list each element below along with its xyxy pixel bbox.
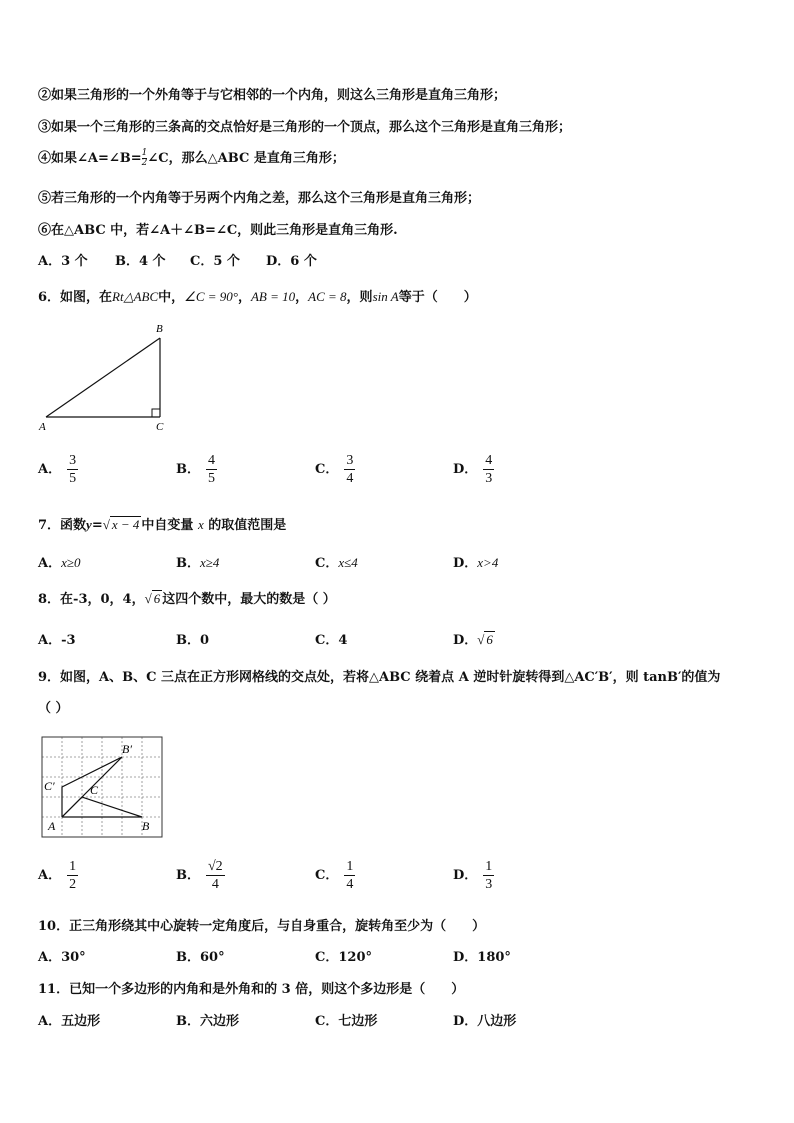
- option-fraction: [67, 858, 78, 893]
- q5-option-b[interactable]: B．4 个: [115, 254, 166, 269]
- q7-stem-text: 7．函数: [38, 518, 87, 533]
- q7-stem-text: 中自变量: [141, 518, 194, 533]
- fraction-numerator: 4: [208, 453, 215, 468]
- q7-option-d[interactable]: [453, 552, 498, 571]
- fraction-numerator: 1: [69, 859, 77, 874]
- fraction-denominator: 2: [141, 158, 148, 168]
- option-radical: √ 6: [477, 632, 493, 647]
- fraction-denominator: 3: [485, 877, 493, 892]
- q6-stem-text: ，: [237, 290, 251, 305]
- option-letter: C．: [315, 868, 339, 883]
- option-fraction: [483, 858, 494, 893]
- q7-var-x: x: [197, 517, 204, 532]
- q8-option-a[interactable]: A．-3: [38, 633, 76, 648]
- q9-label-a: A: [48, 819, 56, 833]
- fraction-denominator: 2: [69, 877, 77, 892]
- fraction-numerator: √2: [208, 859, 223, 874]
- option-letter: D．: [453, 868, 478, 883]
- q10-option-c[interactable]: C．120°: [315, 950, 372, 965]
- option-value: x≥0: [61, 555, 81, 570]
- q8-stem-text: 8．在-3，0，4，: [38, 592, 145, 607]
- q8-option-b[interactable]: B．0: [176, 633, 210, 648]
- option-letter: C．: [315, 556, 339, 571]
- fraction-numerator: 4: [485, 453, 493, 468]
- q5-item-6: ⑥在△ABC 中，若∠A＋∠B=∠C，则此三角形是直角三角形.: [38, 223, 398, 238]
- q8-option-d[interactable]: [453, 629, 495, 648]
- option-radicand: 6: [486, 632, 493, 647]
- q9-stem-line2: （ ）: [38, 701, 69, 716]
- q6-label-a: A: [39, 421, 46, 433]
- q7-equals: =: [91, 518, 103, 533]
- option-letter: D．: [453, 556, 478, 571]
- q6-option-b[interactable]: [176, 452, 217, 487]
- q5-item-5: ⑤若三角形的一个内角等于另两个内角之差，那么这个三角形是直角三角形；: [38, 191, 481, 206]
- q8-stem: [38, 588, 336, 607]
- option-fraction: [67, 452, 78, 487]
- q10-option-d[interactable]: D．180°: [453, 950, 511, 965]
- option-letter: D．: [453, 462, 478, 477]
- q9-grid-figure: [38, 733, 164, 839]
- q7-stem: [38, 514, 286, 533]
- q9-option-b[interactable]: [176, 858, 225, 893]
- q5-item-2: ②如果三角形的一个外角等于与它相邻的一个内角，则这么三角形是直角三角形；: [38, 88, 507, 103]
- q8-option-c[interactable]: C．4: [315, 633, 348, 648]
- q6-stem-text: ，则: [346, 290, 373, 305]
- option-letter: A．: [38, 556, 62, 571]
- q6-ab-length: AB = 10: [250, 289, 296, 304]
- q7-option-b[interactable]: [176, 552, 219, 571]
- q11-option-c[interactable]: C．七边形: [315, 1014, 378, 1029]
- q9-label-b: B: [142, 819, 150, 833]
- q9-label-c: C: [90, 783, 99, 797]
- q6-label-b: B: [156, 323, 163, 335]
- q7-radical: √ x − 4: [102, 517, 140, 532]
- q6-stem-text: 等于（ ）: [398, 290, 477, 305]
- option-fraction: [344, 452, 355, 487]
- fraction-denominator: 4: [346, 877, 354, 892]
- fraction-numerator: 1: [485, 859, 493, 874]
- q9-option-d[interactable]: [453, 858, 494, 893]
- option-letter: A．: [38, 462, 62, 477]
- option-letter: B．: [176, 868, 200, 883]
- q10-option-b[interactable]: B．60°: [176, 950, 225, 965]
- q8-radicand: 6: [153, 591, 161, 606]
- q7-option-a[interactable]: [38, 552, 81, 571]
- q6-triangle-figure: [34, 320, 174, 436]
- q6-option-a[interactable]: [38, 452, 78, 487]
- q9-option-a[interactable]: [38, 858, 78, 893]
- q10-stem: 10．正三角形绕其中心旋转一定角度后，与自身重合，旋转角至少为（ ）: [38, 919, 486, 934]
- q7-stem-text: 的取值范围是: [208, 518, 287, 533]
- fraction-denominator: 5: [208, 471, 215, 486]
- option-letter: C．: [315, 462, 339, 477]
- q11-stem: 11．已知一个多边形的内角和是外角和的 3 倍，则这个多边形是（ ）: [38, 982, 465, 997]
- q11-option-a[interactable]: A．五边形: [38, 1014, 101, 1029]
- q5-option-c[interactable]: C．5 个: [190, 254, 240, 269]
- q6-stem-text: 中，: [158, 290, 185, 305]
- fraction-numerator: 3: [346, 453, 354, 468]
- option-fraction: [344, 858, 355, 893]
- q6-stem-text: 6．如图，在: [38, 290, 113, 305]
- q6-triangle-name: Rt△ABC: [112, 289, 159, 304]
- q7-var-y: y: [86, 517, 92, 532]
- option-letter: B．: [176, 556, 200, 571]
- q6-stem-text: ，: [295, 290, 309, 305]
- q10-option-a[interactable]: A．30°: [38, 950, 86, 965]
- q7-radicand: x − 4: [111, 517, 140, 532]
- option-letter: B．: [176, 462, 200, 477]
- q6-option-c[interactable]: [315, 452, 355, 487]
- q8-stem-text: 这四个数中，最大的数是（ ）: [162, 592, 336, 607]
- q7-option-c[interactable]: [315, 552, 358, 571]
- q8-radical: √ 6: [144, 591, 161, 606]
- q5-item-4-b: ∠C，那么△ABC 是直角三角形；: [147, 151, 345, 166]
- fraction-denominator: 4: [346, 471, 354, 486]
- q5-option-a[interactable]: A．3 个: [38, 254, 88, 269]
- q6-option-d[interactable]: [453, 452, 494, 487]
- q6-angle-c: ∠C = 90°: [184, 289, 238, 304]
- q6-stem: [38, 286, 477, 305]
- fraction-numerator: 3: [69, 453, 77, 468]
- fraction-denominator: 4: [211, 877, 219, 892]
- option-value: x≥4: [200, 555, 220, 570]
- option-value: x>4: [477, 555, 499, 570]
- fraction-denominator: 5: [69, 471, 77, 486]
- q6-label-c: C: [156, 421, 164, 433]
- option-fraction: [206, 858, 225, 893]
- q9-option-c[interactable]: [315, 858, 355, 893]
- option-value: x≤4: [338, 555, 358, 570]
- q9-label-cprime: C′: [44, 779, 55, 793]
- q5-item-3: ③如果一个三角形的三条高的交点恰好是三角形的一个顶点，那么这个三角形是直角三角形；: [38, 120, 572, 135]
- q9-stem-line1: 9．如图，A、B、C 三点在正方形网格线的交点处，若将△ABC 绕着点 A 逆时针旋转得到△AC′B′，则 tanB′的值为: [38, 670, 721, 685]
- q5-option-d[interactable]: D．6 个: [266, 254, 317, 269]
- q5-item-4-a: ④如果∠A=∠B=: [38, 151, 142, 166]
- q5-item-4: [38, 147, 345, 168]
- q6-ac-length: AC = 8: [308, 289, 347, 304]
- fraction-denominator: 3: [485, 471, 493, 486]
- q6-sin-a: sin A: [372, 289, 399, 304]
- q11-option-d[interactable]: D．八边形: [453, 1014, 517, 1029]
- fraction-numerator: 1: [141, 148, 148, 158]
- q9-label-bprime: B′: [122, 742, 132, 756]
- q11-option-b[interactable]: B．六边形: [176, 1014, 239, 1029]
- fraction-numerator: 1: [346, 859, 354, 874]
- option-letter: A．: [38, 868, 62, 883]
- option-fraction: [483, 452, 494, 487]
- option-fraction: [206, 452, 217, 487]
- option-letter: D．: [453, 633, 478, 648]
